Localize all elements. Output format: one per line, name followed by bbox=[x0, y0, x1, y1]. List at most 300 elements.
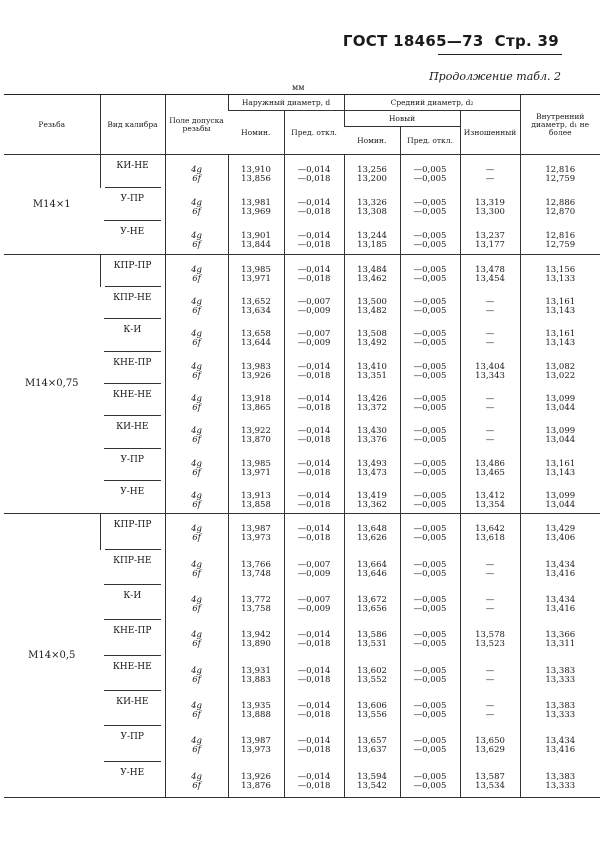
gauge-type-cell bbox=[100, 287, 165, 319]
pitch-nominal-cell bbox=[344, 254, 400, 287]
worn-pitch-cell bbox=[460, 188, 520, 221]
tolerance-field-value: 4g bbox=[191, 701, 202, 712]
gauge-type: КПР-ПР bbox=[105, 255, 161, 287]
outer-deviation-cell bbox=[284, 221, 344, 254]
inner-diameter-cell bbox=[520, 254, 600, 287]
pitch-nominal-cell bbox=[344, 656, 400, 691]
pitch-nominal-value: 13,500 bbox=[357, 296, 387, 307]
tolerance-field bbox=[166, 287, 228, 316]
pitch-nominal-value: 13,185 bbox=[357, 240, 387, 250]
pitch-deviation bbox=[401, 449, 460, 478]
pitch-nominal-value: 13,657 bbox=[357, 736, 387, 747]
outer-deviation bbox=[285, 352, 344, 381]
outer-deviation-cell bbox=[284, 384, 344, 416]
pitch-nominal-value: 13,664 bbox=[357, 559, 387, 570]
tolerance-field-value: 4g bbox=[191, 771, 202, 782]
gauge-type-cell bbox=[100, 691, 165, 726]
inner-diameter-cell bbox=[520, 352, 600, 384]
worn-pitch-value: 13,650 bbox=[475, 736, 505, 747]
inner-diameter bbox=[521, 255, 601, 284]
worn-pitch-cell bbox=[460, 155, 520, 189]
inner-diameter-value: 13,044 bbox=[545, 403, 576, 414]
tolerance-field-value: 4g bbox=[191, 594, 202, 605]
outer-deviation-value: —0,018 bbox=[297, 435, 331, 446]
outer-deviation-value: —0,018 bbox=[297, 745, 331, 756]
outer-nominal bbox=[229, 352, 284, 381]
outer-nominal bbox=[229, 585, 284, 614]
gauge-type: У-ПР bbox=[104, 449, 161, 481]
outer-nominal-cell bbox=[228, 155, 284, 189]
worn-pitch-cell bbox=[460, 384, 520, 416]
inner-diameter-value: 13,143 bbox=[545, 338, 576, 349]
outer-nominal bbox=[229, 620, 284, 649]
pitch-deviation-value: —0,005 bbox=[413, 198, 447, 208]
worn-pitch-value: — bbox=[485, 701, 495, 712]
pitch-deviation-value: —0,005 bbox=[413, 594, 447, 605]
tolerance-field-value: 4g bbox=[191, 491, 202, 502]
outer-nominal bbox=[229, 416, 284, 445]
outer-nominal-value: 13,856 bbox=[241, 174, 271, 184]
pitch-deviation-value: —0,005 bbox=[413, 435, 447, 446]
outer-nominal-cell bbox=[228, 550, 284, 585]
outer-nominal-cell bbox=[228, 221, 284, 254]
outer-nominal-value: 13,748 bbox=[241, 568, 271, 579]
worn-pitch bbox=[461, 221, 520, 250]
tolerance-cell bbox=[165, 352, 228, 384]
outer-deviation-value: —0,014 bbox=[297, 361, 331, 372]
pitch-deviation-cell bbox=[400, 384, 460, 416]
pitch-deviation-value: —0,005 bbox=[413, 394, 447, 405]
worn-pitch-cell bbox=[460, 221, 520, 254]
pitch-deviation-cell bbox=[400, 550, 460, 585]
pitch-deviation bbox=[401, 416, 460, 445]
col-new: Новый bbox=[344, 111, 460, 127]
inner-diameter-value: 13,383 bbox=[545, 701, 576, 712]
outer-deviation-cell bbox=[284, 656, 344, 691]
worn-pitch-value: 13,478 bbox=[475, 264, 505, 275]
tolerance-field-value: 4g bbox=[191, 329, 202, 340]
tolerance-field bbox=[166, 481, 228, 510]
outer-nominal-value: 13,883 bbox=[241, 674, 271, 685]
tolerance-cell bbox=[165, 550, 228, 585]
outer-nominal-value: 13,985 bbox=[241, 458, 271, 469]
gauge-type-cell bbox=[100, 762, 165, 797]
outer-deviation-cell bbox=[284, 481, 344, 513]
outer-nominal-cell bbox=[228, 188, 284, 221]
tolerance-field-value: 6f bbox=[192, 603, 201, 614]
pitch-deviation bbox=[401, 620, 460, 649]
pitch-nominal-value: 13,473 bbox=[357, 467, 387, 478]
outer-deviation-value: —0,007 bbox=[297, 296, 331, 307]
pitch-nominal-cell bbox=[344, 726, 400, 761]
outer-deviation-value: —0,014 bbox=[297, 231, 331, 241]
outer-nominal-value: 13,973 bbox=[241, 745, 271, 756]
inner-diameter bbox=[521, 550, 601, 579]
pitch-deviation-cell bbox=[400, 691, 460, 726]
tolerance-field-value: 6f bbox=[192, 710, 201, 721]
outer-nominal bbox=[229, 514, 284, 543]
outer-deviation bbox=[285, 585, 344, 614]
tolerance-field bbox=[166, 656, 228, 685]
pitch-deviation-cell bbox=[400, 254, 460, 287]
tolerance-field bbox=[166, 691, 228, 720]
worn-pitch-value: 13,354 bbox=[475, 500, 505, 511]
outer-deviation-value: —0,014 bbox=[297, 165, 331, 175]
outer-nominal-cell bbox=[228, 319, 284, 351]
col-tolerance: Поле допуска резьбы bbox=[165, 95, 228, 155]
outer-nominal-cell bbox=[228, 620, 284, 655]
pitch-nominal-value: 13,493 bbox=[357, 458, 387, 469]
inner-diameter-cell bbox=[520, 481, 600, 513]
worn-pitch bbox=[461, 762, 520, 791]
outer-nominal-cell bbox=[228, 656, 284, 691]
tolerance-field bbox=[166, 255, 228, 284]
worn-pitch bbox=[461, 514, 520, 543]
pitch-nominal-value: 13,648 bbox=[357, 524, 387, 535]
pitch-deviation bbox=[401, 319, 460, 348]
outer-deviation-value: —0,009 bbox=[297, 338, 331, 349]
gauge-type-cell bbox=[100, 656, 165, 691]
pitch-deviation-value: —0,005 bbox=[413, 491, 447, 502]
gauge-type: КНЕ-НЕ bbox=[104, 384, 161, 416]
worn-pitch-value: 13,486 bbox=[475, 458, 505, 469]
pitch-deviation-value: —0,005 bbox=[413, 296, 447, 307]
worn-pitch-value: — bbox=[485, 338, 495, 349]
worn-pitch bbox=[461, 620, 520, 649]
worn-pitch-value: 13,534 bbox=[475, 780, 505, 791]
inner-diameter-value: 13,416 bbox=[545, 603, 576, 614]
worn-pitch-value: 13,523 bbox=[475, 639, 505, 650]
outer-nominal-value: 13,971 bbox=[241, 273, 271, 284]
outer-nominal-cell bbox=[228, 352, 284, 384]
pitch-nominal-value: 13,508 bbox=[357, 329, 387, 340]
outer-nominal-cell bbox=[228, 416, 284, 448]
thread-designation: M14×1 bbox=[4, 155, 100, 255]
outer-nominal-value: 13,973 bbox=[241, 533, 271, 544]
tolerance-cell bbox=[165, 656, 228, 691]
tolerance-cell bbox=[165, 319, 228, 351]
inner-diameter-cell bbox=[520, 416, 600, 448]
inner-diameter-cell bbox=[520, 155, 600, 189]
outer-deviation-value: —0,014 bbox=[297, 264, 331, 275]
inner-diameter-value: 13,099 bbox=[545, 491, 576, 502]
pitch-nominal-value: 13,646 bbox=[357, 568, 387, 579]
inner-diameter bbox=[521, 221, 601, 250]
table-body bbox=[4, 155, 600, 798]
inner-diameter-value: 13,434 bbox=[545, 736, 576, 747]
tolerance-field-value: 6f bbox=[192, 174, 201, 184]
inner-diameter-value: 13,161 bbox=[545, 296, 576, 307]
outer-deviation-cell bbox=[284, 155, 344, 189]
gauge-type-cell bbox=[100, 221, 165, 254]
pitch-deviation-value: —0,005 bbox=[413, 559, 447, 570]
gauge-type: КНЕ-ПР bbox=[104, 620, 161, 655]
worn-pitch-cell bbox=[460, 514, 520, 550]
inner-diameter-value: 13,311 bbox=[545, 639, 576, 650]
standard-number: ГОСТ 18465—73 bbox=[342, 32, 484, 50]
col-worn: Изношенный bbox=[460, 111, 520, 155]
tolerance-field bbox=[166, 726, 228, 755]
outer-nominal-value: 13,758 bbox=[241, 603, 271, 614]
inner-diameter-value: 13,434 bbox=[545, 594, 576, 605]
inner-diameter-cell bbox=[520, 221, 600, 254]
tolerance-field-value: 6f bbox=[192, 780, 201, 791]
pitch-nominal bbox=[345, 255, 400, 284]
col-outer-nominal: Номин. bbox=[228, 111, 284, 155]
pitch-deviation bbox=[401, 481, 460, 510]
pitch-deviation-value: —0,005 bbox=[413, 568, 447, 579]
pitch-nominal bbox=[345, 691, 400, 720]
tolerance-cell bbox=[165, 620, 228, 655]
pitch-deviation-value: —0,005 bbox=[413, 630, 447, 641]
inner-diameter-cell bbox=[520, 449, 600, 481]
worn-pitch-value: 13,629 bbox=[475, 745, 505, 756]
worn-pitch bbox=[461, 481, 520, 510]
pitch-deviation-value: —0,005 bbox=[413, 674, 447, 685]
worn-pitch bbox=[461, 188, 520, 217]
inner-diameter-value: 13,416 bbox=[545, 568, 576, 579]
inner-diameter-cell bbox=[520, 656, 600, 691]
tolerance-cell bbox=[165, 691, 228, 726]
pitch-deviation-value: —0,005 bbox=[413, 264, 447, 275]
outer-nominal bbox=[229, 449, 284, 478]
worn-pitch-cell bbox=[460, 254, 520, 287]
outer-deviation-value: —0,014 bbox=[297, 665, 331, 676]
outer-nominal-value: 13,901 bbox=[241, 231, 271, 241]
outer-nominal-cell bbox=[228, 691, 284, 726]
thread-designation: M14×0,5 bbox=[4, 514, 100, 798]
inner-diameter-cell bbox=[520, 287, 600, 319]
outer-deviation-value: —0,007 bbox=[297, 594, 331, 605]
tolerance-cell bbox=[165, 481, 228, 513]
worn-pitch-cell bbox=[460, 656, 520, 691]
tolerance-field bbox=[166, 188, 228, 217]
table-row bbox=[4, 254, 600, 287]
outer-deviation bbox=[285, 691, 344, 720]
tolerance-field-value: 6f bbox=[192, 273, 201, 284]
gauge-type: КИ-НЕ bbox=[104, 691, 161, 726]
outer-deviation-value: —0,018 bbox=[297, 467, 331, 478]
tolerance-field bbox=[166, 550, 228, 579]
outer-deviation-value: —0,009 bbox=[297, 603, 331, 614]
worn-pitch-cell bbox=[460, 585, 520, 620]
outer-deviation bbox=[285, 550, 344, 579]
outer-nominal-value: 13,870 bbox=[241, 435, 271, 446]
worn-pitch bbox=[461, 656, 520, 685]
tolerance-cell bbox=[165, 514, 228, 550]
worn-pitch bbox=[461, 726, 520, 755]
inner-diameter-value: 13,143 bbox=[545, 467, 576, 478]
pitch-nominal bbox=[345, 762, 400, 791]
outer-nominal-value: 13,888 bbox=[241, 710, 271, 721]
pitch-nominal bbox=[345, 481, 400, 510]
pitch-deviation bbox=[401, 155, 460, 184]
inner-diameter-value: 13,156 bbox=[545, 264, 576, 275]
pitch-nominal-value: 13,244 bbox=[357, 231, 387, 241]
inner-diameter-value: 13,383 bbox=[545, 771, 576, 782]
pitch-deviation-value: —0,005 bbox=[413, 174, 447, 184]
worn-pitch bbox=[461, 319, 520, 348]
pitch-deviation-cell bbox=[400, 481, 460, 513]
outer-deviation bbox=[285, 416, 344, 445]
tolerance-field-value: 4g bbox=[191, 231, 202, 241]
tolerance-field bbox=[166, 416, 228, 445]
outer-nominal bbox=[229, 656, 284, 685]
pitch-deviation-value: —0,005 bbox=[413, 771, 447, 782]
inner-diameter-cell bbox=[520, 726, 600, 761]
pitch-nominal-cell bbox=[344, 352, 400, 384]
outer-nominal-cell bbox=[228, 384, 284, 416]
tolerance-field-value: 6f bbox=[192, 338, 201, 349]
tolerance-cell bbox=[165, 221, 228, 254]
outer-deviation-value: —0,009 bbox=[297, 305, 331, 316]
outer-deviation-value: —0,007 bbox=[297, 559, 331, 570]
inner-diameter-value: 13,434 bbox=[545, 559, 576, 570]
outer-deviation-value: —0,018 bbox=[297, 500, 331, 511]
pitch-deviation bbox=[401, 726, 460, 755]
outer-deviation-value: —0,014 bbox=[297, 736, 331, 747]
worn-pitch-value: — bbox=[485, 603, 495, 614]
outer-nominal bbox=[229, 691, 284, 720]
pitch-nominal-value: 13,586 bbox=[357, 630, 387, 641]
pitch-nominal-value: 13,637 bbox=[357, 745, 387, 756]
pitch-nominal-value: 13,484 bbox=[357, 264, 387, 275]
pitch-deviation-value: —0,005 bbox=[413, 710, 447, 721]
tolerance-cell bbox=[165, 726, 228, 761]
inner-diameter-value: 13,044 bbox=[545, 435, 576, 446]
outer-nominal bbox=[229, 726, 284, 755]
worn-pitch-cell bbox=[460, 481, 520, 513]
inner-diameter-value: 12,759 bbox=[545, 174, 576, 184]
tolerance-cell bbox=[165, 585, 228, 620]
inner-diameter bbox=[521, 514, 601, 543]
gauge-type-cell bbox=[100, 155, 165, 189]
tolerance-field-value: 4g bbox=[191, 559, 202, 570]
worn-pitch-cell bbox=[460, 762, 520, 797]
tolerance-field bbox=[166, 514, 228, 543]
inner-diameter-value: 13,099 bbox=[545, 426, 576, 437]
col-gauge-type: Вид калибра bbox=[100, 95, 165, 155]
tolerance-field-value: 4g bbox=[191, 361, 202, 372]
pitch-nominal-value: 13,462 bbox=[357, 273, 387, 284]
pitch-deviation-cell bbox=[400, 449, 460, 481]
pitch-deviation-cell bbox=[400, 620, 460, 655]
outer-nominal bbox=[229, 481, 284, 510]
outer-deviation-value: —0,018 bbox=[297, 174, 331, 184]
tolerance-field-value: 4g bbox=[191, 458, 202, 469]
col-new-deviation: Пред. откл. bbox=[400, 127, 460, 155]
pitch-deviation-value: —0,005 bbox=[413, 745, 447, 756]
pitch-deviation bbox=[401, 352, 460, 381]
pitch-nominal bbox=[345, 656, 400, 685]
tolerance-cell bbox=[165, 254, 228, 287]
inner-diameter bbox=[521, 656, 601, 685]
pitch-nominal-value: 13,492 bbox=[357, 338, 387, 349]
tolerance-field-value: 4g bbox=[191, 165, 202, 175]
outer-deviation bbox=[285, 287, 344, 316]
worn-pitch-value: — bbox=[485, 403, 495, 414]
tolerance-field-value: 6f bbox=[192, 305, 201, 316]
tolerance-cell bbox=[165, 449, 228, 481]
inner-diameter-value: 13,429 bbox=[545, 524, 576, 535]
inner-diameter-value: 13,133 bbox=[545, 273, 576, 284]
gauge-type: КНЕ-НЕ bbox=[104, 656, 161, 691]
gauge-dimensions-table bbox=[4, 94, 600, 798]
outer-nominal-cell bbox=[228, 726, 284, 761]
table-continuation-label: Продолжение табл. 2 bbox=[429, 70, 561, 83]
outer-nominal-value: 13,658 bbox=[241, 329, 271, 340]
worn-pitch bbox=[461, 255, 520, 284]
pitch-nominal-value: 13,326 bbox=[357, 198, 387, 208]
tolerance-field bbox=[166, 384, 228, 413]
pitch-nominal-value: 13,426 bbox=[357, 394, 387, 405]
pitch-deviation-value: —0,005 bbox=[413, 165, 447, 175]
outer-nominal-cell bbox=[228, 585, 284, 620]
worn-pitch-value: — bbox=[485, 665, 495, 676]
outer-deviation bbox=[285, 762, 344, 791]
worn-pitch-value: 13,454 bbox=[475, 273, 505, 284]
table-row bbox=[4, 514, 600, 550]
pitch-deviation-cell bbox=[400, 762, 460, 797]
outer-deviation-value: —0,014 bbox=[297, 524, 331, 535]
pitch-deviation bbox=[401, 550, 460, 579]
pitch-nominal-cell bbox=[344, 319, 400, 351]
worn-pitch-value: — bbox=[485, 435, 495, 446]
pitch-deviation bbox=[401, 287, 460, 316]
tolerance-field-value: 4g bbox=[191, 198, 202, 208]
pitch-deviation-value: —0,005 bbox=[413, 500, 447, 511]
inner-diameter bbox=[521, 384, 601, 413]
gauge-type: КНЕ-ПР bbox=[104, 352, 161, 384]
outer-deviation-value: —0,009 bbox=[297, 568, 331, 579]
worn-pitch-value: 13,642 bbox=[475, 524, 505, 535]
pitch-nominal-cell bbox=[344, 449, 400, 481]
outer-nominal-cell bbox=[228, 254, 284, 287]
pitch-deviation-cell bbox=[400, 514, 460, 550]
pitch-nominal-value: 13,626 bbox=[357, 533, 387, 544]
outer-deviation-value: —0,018 bbox=[297, 639, 331, 650]
inner-diameter-value: 13,333 bbox=[545, 780, 576, 791]
tolerance-field bbox=[166, 762, 228, 791]
outer-nominal-value: 13,922 bbox=[241, 426, 271, 437]
pitch-deviation-value: —0,005 bbox=[413, 403, 447, 414]
tolerance-field-value: 6f bbox=[192, 240, 201, 250]
outer-deviation-cell bbox=[284, 514, 344, 550]
pitch-deviation-cell bbox=[400, 287, 460, 319]
outer-deviation bbox=[285, 620, 344, 649]
tolerance-field-value: 6f bbox=[192, 674, 201, 685]
outer-nominal-value: 13,926 bbox=[241, 370, 271, 381]
gauge-type-cell bbox=[100, 352, 165, 384]
worn-pitch-value: 13,578 bbox=[475, 630, 505, 641]
outer-nominal-value: 13,971 bbox=[241, 467, 271, 478]
outer-deviation-value: —0,014 bbox=[297, 491, 331, 502]
gauge-type: К-И bbox=[104, 319, 161, 351]
gauge-type-cell bbox=[100, 585, 165, 620]
outer-nominal bbox=[229, 255, 284, 284]
worn-pitch-value: 13,343 bbox=[475, 370, 505, 381]
inner-diameter-cell bbox=[520, 550, 600, 585]
pitch-nominal-cell bbox=[344, 221, 400, 254]
pitch-nominal-cell bbox=[344, 155, 400, 189]
tolerance-field-value: 4g bbox=[191, 736, 202, 747]
outer-deviation bbox=[285, 481, 344, 510]
inner-diameter-value: 13,161 bbox=[545, 458, 576, 469]
pitch-deviation-cell bbox=[400, 319, 460, 351]
worn-pitch-cell bbox=[460, 691, 520, 726]
col-new-nominal: Номин. bbox=[344, 127, 400, 155]
outer-nominal bbox=[229, 319, 284, 348]
